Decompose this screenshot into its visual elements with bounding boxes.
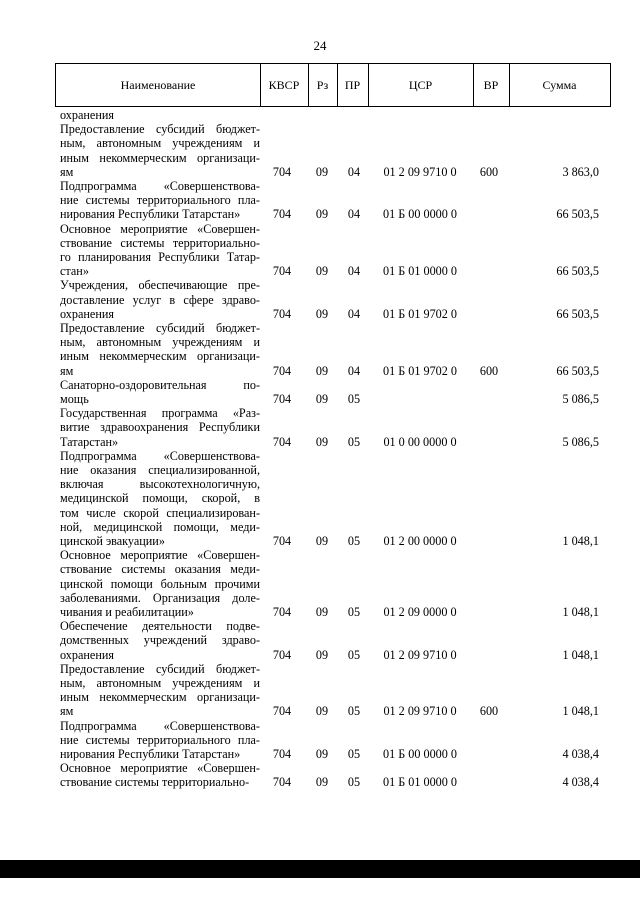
row-name-line: доставление услуг в сфере здраво- (60, 292, 260, 307)
cell-pr: 04 (347, 363, 361, 378)
header-rz: Рз (316, 78, 329, 92)
row-name-line: медицинской помощи, скорой, в (60, 491, 260, 506)
cell-pr: 05 (347, 391, 361, 406)
row-name-line: Государственная программа «Раз- (60, 406, 260, 421)
row-name (60, 321, 260, 378)
table-row (0, 548, 640, 619)
row-name-line: цинской помощи больным прочими (60, 576, 260, 591)
table-row (0, 378, 640, 406)
row-name-line: Татарстан» (60, 434, 119, 449)
cell-rz: 09 (315, 533, 329, 548)
cell-rz: 09 (315, 647, 329, 662)
cell-pr: 05 (347, 746, 361, 761)
cell-sum: 66 503,5 (556, 306, 599, 321)
row-name-line: Основное мероприятие «Совершен- (60, 548, 260, 563)
cell-kvsr: 704 (272, 306, 292, 321)
table-body (0, 108, 640, 790)
cell-kvsr: 704 (272, 164, 292, 179)
cell-csr: 01 2 09 9710 0 (383, 704, 457, 719)
table-row (0, 662, 640, 719)
cell-rz: 09 (315, 704, 329, 719)
table-row (0, 108, 640, 122)
cell-pr: 05 (347, 533, 361, 548)
row-name-line: мощь (60, 391, 89, 406)
header-kvsr: КВСР (268, 78, 300, 92)
cell-rz: 09 (315, 264, 329, 279)
row-name-line: Подпрограмма «Совершенствова- (60, 448, 260, 463)
row-name-line: домственных учреждений здраво- (60, 633, 260, 648)
cell-pr: 04 (347, 264, 361, 279)
cell-pr: 04 (347, 164, 361, 179)
row-name (60, 406, 260, 449)
row-name-line: Основное мероприятие «Совершен- (60, 761, 260, 776)
row-name-line: ям (60, 363, 74, 378)
cell-csr: 01 2 09 9710 0 (383, 164, 457, 179)
row-name-line: Обеспечение деятельности подве- (60, 619, 260, 634)
cell-sum: 5 086,5 (562, 434, 599, 449)
table-row (0, 406, 640, 449)
cell-rz: 09 (315, 306, 329, 321)
cell-sum: 1 048,1 (562, 647, 599, 662)
cell-kvsr: 704 (272, 746, 292, 761)
row-name-line: чивания и реабилитации» (60, 604, 194, 619)
row-name-line: ние системы территориального пла- (60, 732, 260, 747)
cell-sum: 1 048,1 (562, 704, 599, 719)
header-csr: ЦСР (408, 78, 433, 92)
cell-kvsr: 704 (272, 434, 292, 449)
cell-sum: 4 038,4 (562, 746, 599, 761)
row-name-line: охранения (60, 647, 114, 662)
cell-pr: 05 (347, 647, 361, 662)
row-name-line: Санаторно-оздоровительная по- (60, 377, 260, 392)
cell-rz: 09 (315, 434, 329, 449)
row-name (60, 449, 260, 548)
row-name-line: ствование системы территориально- (60, 775, 250, 790)
table-row (0, 122, 640, 179)
cell-rz: 09 (315, 746, 329, 761)
row-name-line: ние системы территориального пла- (60, 193, 260, 208)
row-name (60, 222, 260, 279)
row-name-line: Основное мероприятие «Совершен- (60, 221, 260, 236)
row-name (60, 122, 260, 179)
cell-csr: 01 2 00 0000 0 (383, 533, 457, 548)
cell-rz: 09 (315, 775, 329, 790)
row-name-line: иным некоммерческим организаци- (60, 150, 260, 165)
cell-csr: 01 Б 00 0000 0 (382, 207, 458, 222)
row-name-line: ной, медицинской помощи, меди- (60, 519, 260, 534)
cell-csr: 01 Б 01 0000 0 (382, 264, 458, 279)
row-name-line: Подпрограмма «Совершенствова- (60, 178, 260, 193)
cell-pr: 05 (347, 434, 361, 449)
row-name-line: охранения (60, 108, 114, 122)
cell-csr: 01 2 09 0000 0 (383, 604, 457, 619)
row-name-line: ствование системы оказания меди- (60, 562, 260, 577)
header-vr: ВР (483, 78, 499, 92)
table-row (0, 222, 640, 279)
cell-csr: 01 Б 01 9702 0 (382, 363, 458, 378)
row-name (60, 761, 260, 789)
cell-pr: 05 (347, 604, 361, 619)
row-name-line: том числе скорой специализирован- (60, 505, 260, 520)
cell-pr: 04 (347, 207, 361, 222)
row-name (60, 719, 260, 762)
cell-kvsr: 704 (272, 604, 292, 619)
table-header (55, 63, 611, 107)
cell-rz: 09 (315, 164, 329, 179)
cell-kvsr: 704 (272, 363, 292, 378)
row-name-line: цинской эвакуации» (60, 533, 165, 548)
row-name-line: витие здравоохранения Республики (60, 420, 260, 435)
row-name-line: Предоставление субсидий бюджет- (60, 122, 260, 137)
row-name-line: иным некоммерческим организаци- (60, 690, 260, 705)
row-name (60, 278, 260, 321)
table-row (0, 619, 640, 662)
cell-sum: 1 048,1 (562, 533, 599, 548)
cell-kvsr: 704 (272, 264, 292, 279)
table-row (0, 278, 640, 321)
cell-csr: 01 Б 01 9702 0 (382, 306, 458, 321)
cell-sum: 5 086,5 (562, 391, 599, 406)
row-name-line: ным, автономным учреждениям и (60, 335, 260, 350)
cell-sum: 66 503,5 (556, 207, 599, 222)
row-name-line: ствование системы территориально- (60, 235, 260, 250)
cell-sum: 4 038,4 (562, 775, 599, 790)
cell-kvsr: 704 (272, 391, 292, 406)
row-name (60, 108, 260, 122)
row-name-line: ям (60, 164, 74, 179)
cell-kvsr: 704 (272, 704, 292, 719)
row-name-line: Подпрограмма «Совершенствова- (60, 718, 260, 733)
cell-pr: 04 (347, 306, 361, 321)
row-name-line: ным, автономным учреждениям и (60, 675, 260, 690)
cell-kvsr: 704 (272, 647, 292, 662)
row-name-line: Предоставление субсидий бюджет- (60, 320, 260, 335)
row-name-line: Учреждения, обеспечивающие пре- (60, 278, 260, 293)
scan-edge-band (0, 860, 640, 878)
row-name-line: ным, автономным учреждениям и (60, 136, 260, 151)
cell-kvsr: 704 (272, 775, 292, 790)
header-name: Наименование (120, 78, 196, 92)
row-name-line: включая высокотехнологичную, (60, 477, 260, 492)
cell-sum: 66 503,5 (556, 363, 599, 378)
cell-rz: 09 (315, 391, 329, 406)
row-name-line: ние оказания специализированной, (60, 462, 260, 477)
cell-kvsr: 704 (272, 207, 292, 222)
page-number: 24 (313, 38, 327, 53)
cell-sum: 3 863,0 (562, 164, 599, 179)
row-name-line: иным некоммерческим организаци- (60, 349, 260, 364)
row-name-line: стан» (60, 264, 89, 279)
cell-csr: 01 Б 00 0000 0 (382, 746, 458, 761)
header-pr: ПР (344, 78, 361, 92)
cell-sum: 1 048,1 (562, 604, 599, 619)
cell-kvsr: 704 (272, 533, 292, 548)
cell-vr: 600 (479, 164, 499, 179)
cell-pr: 05 (347, 704, 361, 719)
row-name (60, 179, 260, 222)
row-name-line: го планирования Республики Татар- (60, 249, 260, 264)
row-name-line: нирования Республики Татарстан» (60, 207, 241, 222)
row-name-line: Предоставление субсидий бюджет- (60, 661, 260, 676)
row-name-line: заболеваниями. Организация доле- (60, 590, 260, 605)
row-name (60, 619, 260, 662)
row-name (60, 662, 260, 719)
cell-sum: 66 503,5 (556, 264, 599, 279)
table-row (0, 449, 640, 548)
cell-pr: 05 (347, 775, 361, 790)
row-name (60, 548, 260, 619)
cell-csr: 01 2 09 9710 0 (383, 647, 457, 662)
header-sum: Сумма (542, 78, 577, 92)
cell-rz: 09 (315, 363, 329, 378)
row-name-line: ям (60, 704, 74, 719)
table-row (0, 719, 640, 762)
cell-csr: 01 Б 01 0000 0 (382, 775, 458, 790)
table-row (0, 321, 640, 378)
cell-vr: 600 (479, 363, 499, 378)
row-name (60, 378, 260, 406)
row-name-line: нирования Республики Татарстан» (60, 746, 241, 761)
row-name-line: охранения (60, 306, 114, 321)
table-row (0, 761, 640, 789)
cell-csr: 01 0 00 0000 0 (383, 434, 457, 449)
cell-rz: 09 (315, 604, 329, 619)
table-row (0, 179, 640, 222)
cell-vr: 600 (479, 704, 499, 719)
cell-rz: 09 (315, 207, 329, 222)
